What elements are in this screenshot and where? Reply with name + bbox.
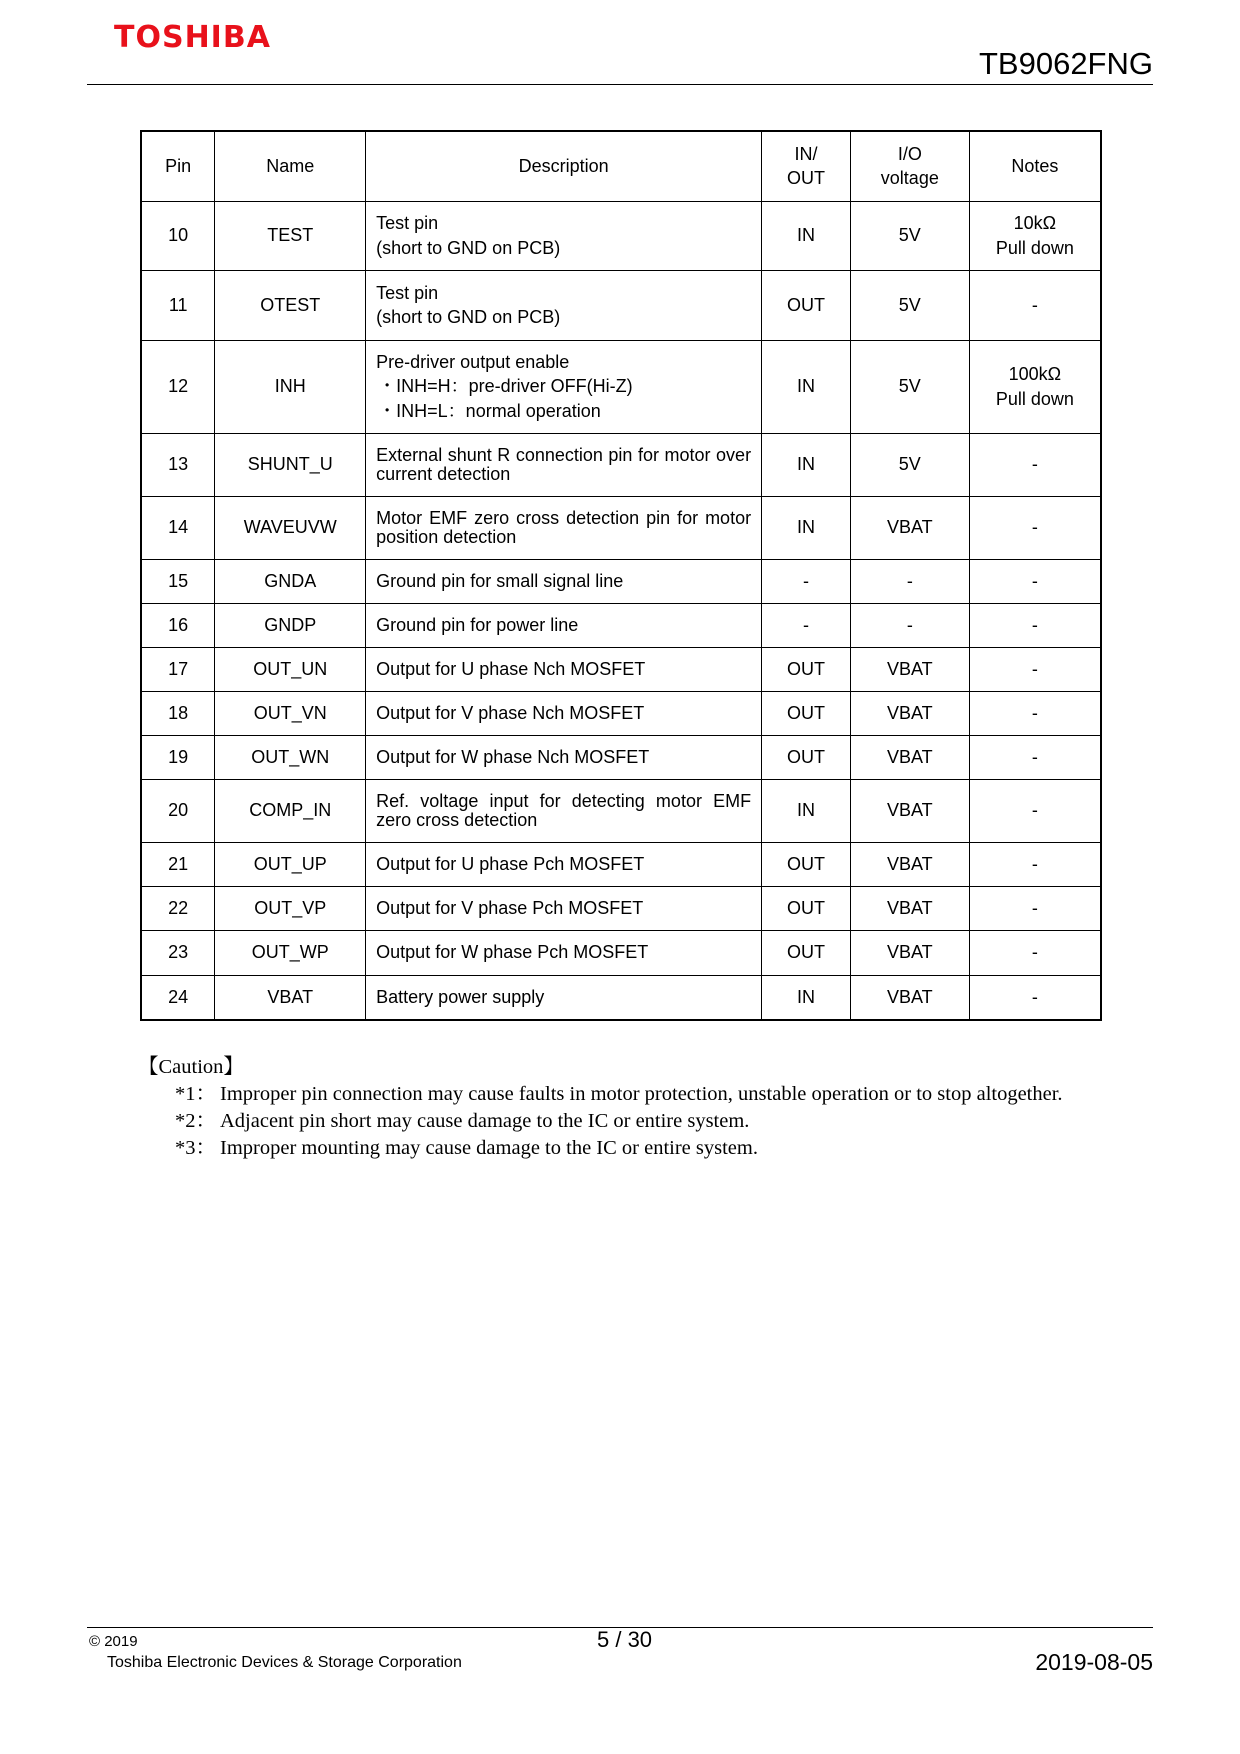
description-cell: Ref. voltage input for detecting motor EMF zero cross detection <box>366 779 762 842</box>
caution-note-text: Improper mounting may cause damage to the IC or entire system. <box>220 1137 758 1159</box>
io-voltage-cell: VBAT <box>850 496 969 559</box>
in-out-cell: IN <box>762 496 851 559</box>
pin-description-table <box>140 130 1102 1021</box>
name-cell: COMP_IN <box>215 779 366 842</box>
pin-cell: 20 <box>141 779 215 842</box>
io-voltage-cell: VBAT <box>850 886 969 930</box>
name-cell: OUT_UP <box>215 842 366 886</box>
header-pin: Pin <box>141 131 215 201</box>
table-row <box>141 930 1101 975</box>
header-divider <box>87 84 1153 85</box>
footer-company: Toshiba Electronic Devices & Storage Corporation <box>107 1654 462 1671</box>
pin-cell: 14 <box>141 496 215 559</box>
io-voltage-cell: 5V <box>850 201 969 270</box>
header-in-out <box>762 131 851 201</box>
table-row <box>141 559 1101 603</box>
description-bullet: ・INH=L：normal operation <box>378 400 601 421</box>
pin-cell: 22 <box>141 886 215 930</box>
description-cell: Output for U phase Pch MOSFET <box>366 842 762 886</box>
notes-cell <box>969 201 1101 270</box>
document-id: TB9062FNG <box>978 46 1153 81</box>
notes-cell: - <box>969 603 1101 647</box>
pin-cell: 17 <box>141 647 215 691</box>
description-cell: Ground pin for small signal line <box>366 559 762 603</box>
footer-copyright: © 2019 <box>89 1633 138 1650</box>
notes-cell: - <box>969 691 1101 735</box>
notes-cell: - <box>969 779 1101 842</box>
caution-note-number: *2： <box>175 1110 216 1132</box>
notes-cell: - <box>969 270 1101 340</box>
description-cell: Output for V phase Pch MOSFET <box>366 886 762 930</box>
name-cell: GNDP <box>215 603 366 647</box>
table-row <box>141 691 1101 735</box>
table-row <box>141 603 1101 647</box>
name-cell: OUT_WP <box>215 930 366 975</box>
io-voltage-cell: VBAT <box>850 691 969 735</box>
caution-note <box>138 1135 1180 1162</box>
in-out-cell: OUT <box>762 270 851 340</box>
in-out-cell: - <box>762 603 851 647</box>
pin-cell: 18 <box>141 691 215 735</box>
header-in-out-line1: IN/ <box>794 143 818 164</box>
notes-cell: - <box>969 496 1101 559</box>
in-out-cell: IN <box>762 975 851 1020</box>
description-cell <box>366 270 762 340</box>
notes-cell: - <box>969 433 1101 496</box>
description-line: Pre-driver output enable <box>376 352 570 373</box>
io-voltage-cell: 5V <box>850 433 969 496</box>
caution-title: 【Caution】 <box>138 1056 244 1078</box>
description-cell: Output for V phase Nch MOSFET <box>366 691 762 735</box>
caution-section <box>138 1054 1180 1162</box>
name-cell: INH <box>215 340 366 433</box>
table-row <box>141 433 1101 496</box>
header-io-voltage <box>850 131 969 201</box>
io-voltage-cell: VBAT <box>850 647 969 691</box>
description-cell: Battery power supply <box>366 975 762 1020</box>
in-out-cell: OUT <box>762 930 851 975</box>
toshiba-logo: TOSHIBA <box>114 20 271 55</box>
notes-line: Pull down <box>995 388 1074 409</box>
description-cell <box>366 201 762 270</box>
io-voltage-cell: 5V <box>850 340 969 433</box>
in-out-cell: OUT <box>762 886 851 930</box>
caution-note <box>138 1108 1180 1135</box>
table-header-row <box>141 131 1101 201</box>
table-row <box>141 735 1101 779</box>
table-row <box>141 975 1101 1020</box>
name-cell: WAVEUVW <box>215 496 366 559</box>
description-cell: External shunt R connection pin for motor over current detection <box>366 433 762 496</box>
in-out-cell: OUT <box>762 735 851 779</box>
in-out-cell: IN <box>762 340 851 433</box>
pin-cell: 19 <box>141 735 215 779</box>
io-voltage-cell: VBAT <box>850 735 969 779</box>
notes-cell: - <box>969 647 1101 691</box>
pin-cell: 16 <box>141 603 215 647</box>
io-voltage-cell: VBAT <box>850 842 969 886</box>
pin-cell: 24 <box>141 975 215 1020</box>
description-cell: Output for U phase Nch MOSFET <box>366 647 762 691</box>
in-out-cell: - <box>762 559 851 603</box>
table-row <box>141 270 1101 340</box>
notes-line: 100kΩ <box>1008 364 1062 385</box>
description-cell: Ground pin for power line <box>366 603 762 647</box>
header-in-out-line2: OUT <box>787 168 825 189</box>
name-cell: SHUNT_U <box>215 433 366 496</box>
notes-cell: - <box>969 735 1101 779</box>
io-voltage-cell: - <box>850 559 969 603</box>
header-description: Description <box>366 131 762 201</box>
name-cell: OTEST <box>215 270 366 340</box>
table-row <box>141 647 1101 691</box>
description-cell: Motor EMF zero cross detection pin for motor position detection <box>366 496 762 559</box>
notes-cell: - <box>969 975 1101 1020</box>
in-out-cell: IN <box>762 201 851 270</box>
notes-cell <box>969 340 1101 433</box>
table-row <box>141 779 1101 842</box>
name-cell: OUT_VN <box>215 691 366 735</box>
pin-cell: 21 <box>141 842 215 886</box>
name-cell: OUT_UN <box>215 647 366 691</box>
notes-cell: - <box>969 886 1101 930</box>
notes-cell: - <box>969 842 1101 886</box>
footer-date: 2019-08-05 <box>1035 1649 1153 1675</box>
header-io-voltage-line1: I/O <box>897 143 922 164</box>
name-cell: VBAT <box>215 975 366 1020</box>
header-name: Name <box>215 131 366 201</box>
in-out-cell: OUT <box>762 691 851 735</box>
header-notes: Notes <box>969 131 1101 201</box>
page-number: 5 / 30 <box>597 1627 653 1652</box>
pin-cell: 13 <box>141 433 215 496</box>
io-voltage-cell: VBAT <box>850 975 969 1020</box>
description-line: Test pin <box>376 282 439 303</box>
caution-note-text: Improper pin connection may cause faults in motor protection, unstable operation or to stop altogether. <box>220 1083 1063 1105</box>
table-row <box>141 886 1101 930</box>
description-cell: Output for W phase Pch MOSFET <box>366 930 762 975</box>
notes-line: 10kΩ <box>1013 213 1057 234</box>
io-voltage-cell: VBAT <box>850 779 969 842</box>
caution-note-number: *3： <box>175 1137 216 1159</box>
table-row <box>141 340 1101 433</box>
description-line: Test pin <box>376 213 439 234</box>
description-line: (short to GND on PCB) <box>376 237 561 258</box>
io-voltage-cell: - <box>850 603 969 647</box>
in-out-cell: OUT <box>762 842 851 886</box>
description-cell <box>366 340 762 433</box>
description-bullet: ・INH=H：pre-driver OFF(Hi-Z) <box>378 376 633 397</box>
io-voltage-cell: 5V <box>850 270 969 340</box>
name-cell: GNDA <box>215 559 366 603</box>
caution-note <box>138 1081 1180 1108</box>
in-out-cell: OUT <box>762 647 851 691</box>
table-row <box>141 842 1101 886</box>
pin-cell: 11 <box>141 270 215 340</box>
caution-note-text: Adjacent pin short may cause damage to the IC or entire system. <box>220 1110 750 1132</box>
description-line: (short to GND on PCB) <box>376 307 561 327</box>
name-cell: OUT_WN <box>215 735 366 779</box>
header-io-voltage-line2: voltage <box>880 168 939 189</box>
notes-cell: - <box>969 930 1101 975</box>
in-out-cell: IN <box>762 433 851 496</box>
name-cell: TEST <box>215 201 366 270</box>
table-row <box>141 201 1101 270</box>
io-voltage-cell: VBAT <box>850 930 969 975</box>
caution-note-number: *1： <box>175 1083 216 1105</box>
notes-cell: - <box>969 559 1101 603</box>
table-row <box>141 496 1101 559</box>
pin-cell: 12 <box>141 340 215 433</box>
name-cell: OUT_VP <box>215 886 366 930</box>
notes-line: Pull down <box>995 237 1074 258</box>
description-cell: Output for W phase Nch MOSFET <box>366 735 762 779</box>
in-out-cell: IN <box>762 779 851 842</box>
pin-cell: 23 <box>141 930 215 975</box>
pin-cell: 10 <box>141 201 215 270</box>
pin-cell: 15 <box>141 559 215 603</box>
